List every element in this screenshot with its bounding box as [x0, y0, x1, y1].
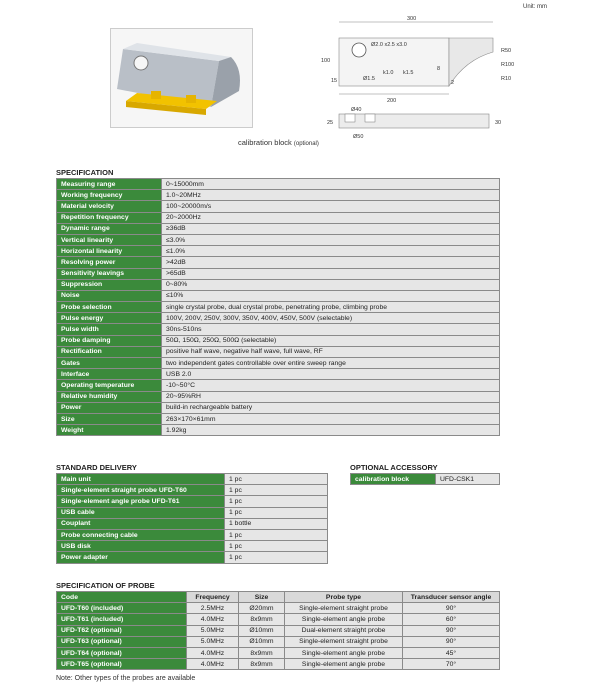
spec-row-label: Rectification — [57, 346, 162, 357]
probe-header-cell: Size — [239, 592, 285, 603]
optional-accessory-title: OPTIONAL ACCESSORY — [350, 463, 438, 472]
probe-code-cell: UFD-T60 (included) — [57, 603, 187, 614]
spec-row-label: Interface — [57, 369, 162, 380]
probe-row — [57, 636, 500, 647]
spec-row-label: Repetition frequency — [57, 212, 162, 223]
spec-row — [57, 302, 500, 313]
spec-row-value: 20~2000Hz — [162, 212, 500, 223]
delivery-row-value: 1 bottle — [225, 518, 328, 529]
spec-row-value: ≤3.0% — [162, 234, 500, 245]
dim-200: 200 — [387, 98, 397, 104]
spec-row — [57, 179, 500, 190]
spec-row — [57, 268, 500, 279]
probe-cell: 45° — [403, 647, 500, 658]
delivery-row-value: 1 pc — [225, 529, 328, 540]
spec-row-value: >65dB — [162, 268, 500, 279]
spec-row-value: 1.0~20MHz — [162, 190, 500, 201]
probe-cell: 5.0MHz — [187, 625, 239, 636]
spec-row — [57, 313, 500, 324]
dim-d40: Ø40 — [351, 107, 362, 113]
spec-row — [57, 346, 500, 357]
spec-row-label: Dynamic range — [57, 223, 162, 234]
spec-row-value: build-in rechargeable battery — [162, 402, 500, 413]
delivery-row-label: Single-element angle probe UFD-T61 — [57, 496, 225, 507]
dim-d15: Ø1.5 — [363, 76, 375, 82]
probe-cell: 4.0MHz — [187, 647, 239, 658]
spec-row-label: Pulse width — [57, 324, 162, 335]
probe-cell: Single-element angle probe — [285, 647, 403, 658]
spec-row-value: USB 2.0 — [162, 369, 500, 380]
spec-row-value: positive half wave, negative half wave, full wave, RF — [162, 346, 500, 357]
spec-row-value: 100V, 200V, 250V, 300V, 350V, 400V, 450V, 500V (selectable) — [162, 313, 500, 324]
dim-8: 8 — [437, 66, 441, 72]
spec-row — [57, 324, 500, 335]
dim-100: 100 — [321, 58, 331, 64]
probe-cell: 90° — [403, 625, 500, 636]
probe-header-cell: Frequency — [187, 592, 239, 603]
dim-15: 15 — [331, 78, 338, 84]
spec-row-value: 0~80% — [162, 279, 500, 290]
spec-row-value: 100~20000m/s — [162, 201, 500, 212]
spec-row — [57, 190, 500, 201]
spec-row — [57, 234, 500, 245]
probe-cell: 8x9mm — [239, 659, 285, 670]
probe-cell: 8x9mm — [239, 614, 285, 625]
probe-row — [57, 614, 500, 625]
spec-row — [57, 223, 500, 234]
calibration-block-drawing — [315, 10, 515, 150]
delivery-row-value: 1 pc — [225, 485, 328, 496]
spec-row — [57, 402, 500, 413]
standard-delivery-title: STANDARD DELIVERY — [56, 463, 137, 472]
probe-cell: Ø10mm — [239, 636, 285, 647]
probe-row — [57, 603, 500, 614]
dim-r50: R50 — [501, 48, 512, 54]
spec-row-label: Suppression — [57, 279, 162, 290]
accessory-row — [351, 474, 500, 485]
dim-d50: Ø50 — [353, 134, 364, 140]
spec-row-label: Noise — [57, 290, 162, 301]
spec-row — [57, 358, 500, 369]
probe-cell: Single-element angle probe — [285, 659, 403, 670]
probe-spec-table — [56, 591, 500, 670]
spec-row — [57, 413, 500, 424]
calibration-block-photo — [110, 28, 253, 128]
probe-header-row — [57, 592, 500, 603]
probe-cell: Single-element straight probe — [285, 603, 403, 614]
spec-row-label: Relative humidity — [57, 391, 162, 402]
spec-row-value: 0~15000mm — [162, 179, 500, 190]
spec-row-label: Working frequency — [57, 190, 162, 201]
caption-note: (optional) — [293, 141, 319, 147]
probe-cell: Dual-element straight probe — [285, 625, 403, 636]
spec-row-value: 263×170×61mm — [162, 413, 500, 424]
probe-code-cell: UFD-T65 (optional) — [57, 659, 187, 670]
spec-row-label: Vertical linearity — [57, 234, 162, 245]
specification-table — [56, 178, 500, 436]
probe-cell: Single-element angle probe — [285, 614, 403, 625]
accessory-row-label: calibration block — [351, 474, 436, 485]
spec-row — [57, 380, 500, 391]
probe-cell: 4.0MHz — [187, 614, 239, 625]
probe-cell: 70° — [403, 659, 500, 670]
calibration-block-caption — [238, 138, 319, 147]
delivery-row — [57, 541, 328, 552]
delivery-row-label: USB cable — [57, 507, 225, 518]
probe-row — [57, 625, 500, 636]
spec-row — [57, 257, 500, 268]
probe-spec-title: SPECIFICATION OF PROBE — [56, 581, 155, 590]
dim-2: 2 — [451, 80, 455, 86]
spec-row-label: Size — [57, 413, 162, 424]
probe-cell: 5.0MHz — [187, 636, 239, 647]
dim-holes: Ø2.0 x2.5 x3.0 — [371, 42, 407, 48]
dim-30: 30 — [495, 120, 502, 126]
spec-row-label: Pulse energy — [57, 313, 162, 324]
spec-row-value: two independent gates controllable over entire sweep range — [162, 358, 500, 369]
spec-row-value: ≥36dB — [162, 223, 500, 234]
spec-row — [57, 279, 500, 290]
delivery-row-value: 1 pc — [225, 507, 328, 518]
delivery-row-value: 1 pc — [225, 474, 328, 485]
probe-cell: Ø10mm — [239, 625, 285, 636]
spec-row-value: 30ns-510ns — [162, 324, 500, 335]
spec-row-value: single crystal probe, dual crystal probe, penetrating probe, climbing probe — [162, 302, 500, 313]
spec-row-label: Operating temperature — [57, 380, 162, 391]
probe-cell: 90° — [403, 603, 500, 614]
spec-row-value: >42dB — [162, 257, 500, 268]
probe-code-cell: UFD-T63 (optional) — [57, 636, 187, 647]
spec-row-label: Measuring range — [57, 179, 162, 190]
delivery-row — [57, 529, 328, 540]
probe-cell: 60° — [403, 614, 500, 625]
dim-r100: R100 — [501, 62, 515, 68]
probe-row — [57, 647, 500, 658]
delivery-row-value: 1 pc — [225, 541, 328, 552]
delivery-row-label: Single-element straight probe UFD-T60 — [57, 485, 225, 496]
delivery-row — [57, 474, 328, 485]
delivery-row — [57, 507, 328, 518]
probe-cell: Single-element straight probe — [285, 636, 403, 647]
spec-row-value: 50Ω, 150Ω, 250Ω, 500Ω (selectable) — [162, 335, 500, 346]
probe-header-cell: Probe type — [285, 592, 403, 603]
delivery-row-label: Probe connecting cable — [57, 529, 225, 540]
spec-row-label: Gates — [57, 358, 162, 369]
delivery-row — [57, 485, 328, 496]
spec-row — [57, 391, 500, 402]
spec-row-label: Power — [57, 402, 162, 413]
probe-cell: 4.0MHz — [187, 659, 239, 670]
spec-row — [57, 369, 500, 380]
spec-row-label: Probe selection — [57, 302, 162, 313]
probe-header-cell: Code — [57, 592, 187, 603]
spec-row-label: Horizontal linearity — [57, 246, 162, 257]
dim-k15: k1.5 — [403, 70, 414, 76]
spec-row-label: Sensitivity leavings — [57, 268, 162, 279]
spec-row-value: -10~50°C — [162, 380, 500, 391]
spec-row-label: Weight — [57, 425, 162, 436]
delivery-row — [57, 552, 328, 563]
delivery-row-value: 1 pc — [225, 552, 328, 563]
delivery-row-label: Couplant — [57, 518, 225, 529]
probe-cell: 8x9mm — [239, 647, 285, 658]
caption-main: calibration block — [238, 138, 292, 147]
spec-row-value: 20~95%RH — [162, 391, 500, 402]
delivery-row-label: Main unit — [57, 474, 225, 485]
spec-row-label: Material velocity — [57, 201, 162, 212]
standard-delivery-table — [56, 473, 328, 564]
probe-cell: 90° — [403, 636, 500, 647]
probe-header-cell: Transducer sensor angle — [403, 592, 500, 603]
probe-note: Note: Other types of the probes are available — [56, 675, 196, 682]
dim-r10: R10 — [501, 76, 512, 82]
spec-row — [57, 425, 500, 436]
spec-row — [57, 290, 500, 301]
specification-title: SPECIFICATION — [56, 168, 114, 177]
spec-row — [57, 335, 500, 346]
dim-25: 25 — [327, 120, 334, 126]
spec-row — [57, 246, 500, 257]
delivery-row — [57, 518, 328, 529]
probe-code-cell: UFD-T64 (optional) — [57, 647, 187, 658]
delivery-row-label: USB disk — [57, 541, 225, 552]
dim-k10: k1.0 — [383, 70, 394, 76]
optional-accessory-table — [350, 473, 500, 485]
probe-code-cell: UFD-T62 (optional) — [57, 625, 187, 636]
delivery-row-label: Power adapter — [57, 552, 225, 563]
unit-label: Unit: mm — [523, 4, 547, 10]
accessory-row-value: UFD-CSK1 — [436, 474, 500, 485]
probe-cell: 2.5MHz — [187, 603, 239, 614]
probe-row — [57, 659, 500, 670]
probe-code-cell: UFD-T61 (included) — [57, 614, 187, 625]
probe-cell: Ø20mm — [239, 603, 285, 614]
spec-row-value: 1.92kg — [162, 425, 500, 436]
delivery-row — [57, 496, 328, 507]
delivery-row-value: 1 pc — [225, 496, 328, 507]
spec-row-value: ≤1.0% — [162, 246, 500, 257]
spec-row — [57, 201, 500, 212]
spec-row-label: Probe damping — [57, 335, 162, 346]
spec-row-label: Resolving power — [57, 257, 162, 268]
dim-300: 300 — [407, 16, 417, 22]
spec-row — [57, 212, 500, 223]
spec-row-value: ≤10% — [162, 290, 500, 301]
